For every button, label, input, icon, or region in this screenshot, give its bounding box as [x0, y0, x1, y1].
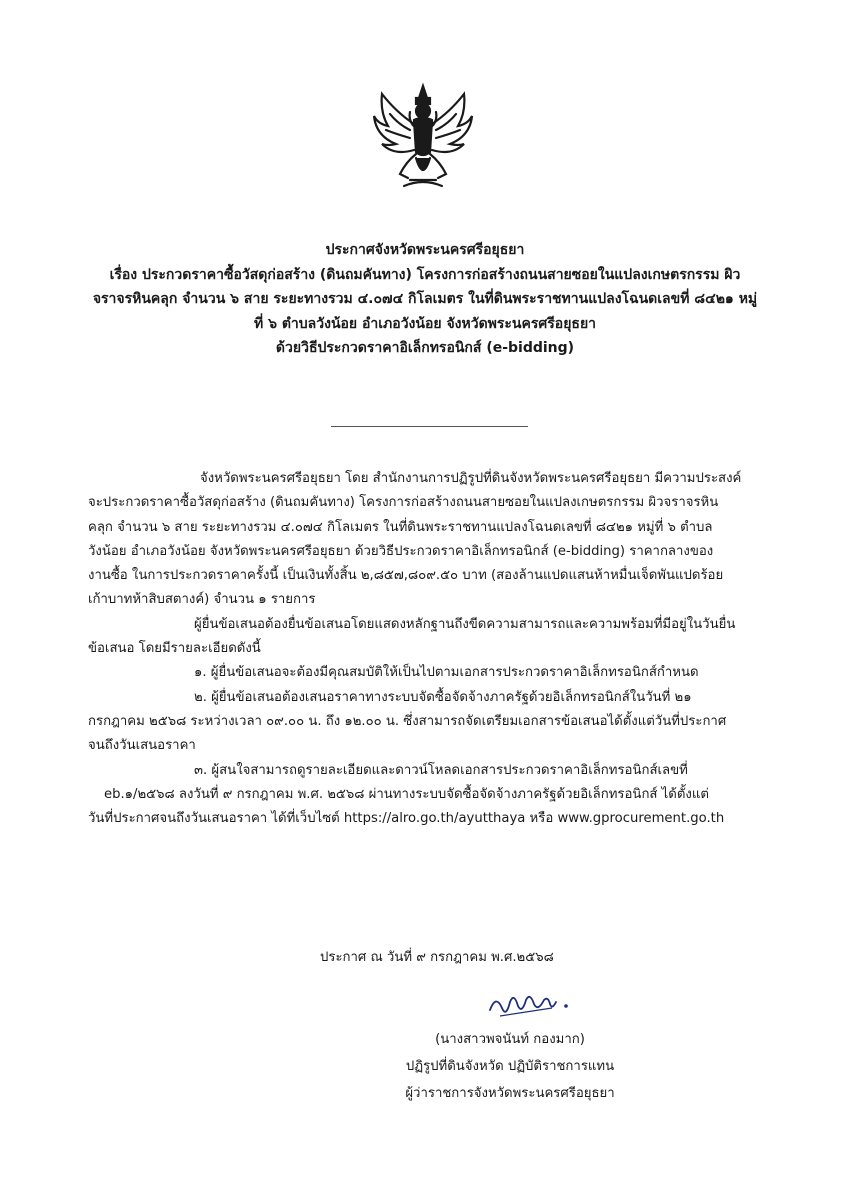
- list-item: ๓. ผู้สนใจสามารถดูรายละเอียดและดาวน์โหลดเอกสารประกวดราคาอิเล็กทรอนิกส์เลขที่: [194, 762, 688, 778]
- list-item-line: วันที่ประกาศจนถึงวันเสนอราคา ได้ที่เว็บไซต์ https://alro.go.th/ayutthaya หรือ www.gprocurement.go.th: [88, 811, 725, 827]
- paragraph-line: จะประกวดราคาซื้อวัสดุก่อสร้าง (ดินถมคันทาง) โครงการก่อสร้างถนนสายซอยในแปลงเกษตรกรรม ผิวจราจรหิน: [88, 495, 719, 511]
- announcement-date: ประกาศ ณ วันที่ ๙ กรกฎาคม พ.ศ.๒๕๖๘: [320, 950, 554, 965]
- list-item-line: กรกฎาคม ๒๕๖๘ ระหว่างเวลา ๐๙.๐๐ น. ถึง ๑๒.๐๐ น. ซึ่งสามารถจัดเตรียมเอกสารข้อเสนอได้ตั้งแต่วันที่ประกาศ: [88, 713, 727, 729]
- handwritten-signature: [486, 988, 576, 1022]
- signer-position: ปฏิรูปที่ดินจังหวัด ปฏิบัติราชการแทน: [405, 1059, 615, 1074]
- title-divider: [331, 426, 528, 427]
- paragraph-line: เก้าบาทห้าสิบสตางค์) จำนวน ๑ รายการ: [88, 592, 316, 608]
- paragraph-line: คลุก จำนวน ๖ สาย ระยะทางรวม ๔.๐๗๔ กิโลเมตร ในที่ดินพระราชทานแปลงโฉนดเลขที่ ๘๔๒๑ หมู่ที่ ๖ ตำบล: [88, 519, 713, 535]
- garuda-emblem-icon: [370, 82, 476, 192]
- list-item-line: eb.๑/๒๕๖๘ ลงวันที่ ๙ กรกฎาคม พ.ศ. ๒๕๖๘ ผ่านทางระบบจัดซื้อจัดจ้างภาครัฐด้วยอิเล็กทรอนิกส์ ได้ตั้งแต่: [104, 786, 709, 802]
- list-item: ๑. ผู้ยื่นข้อเสนอจะต้องมีคุณสมบัติให้เป็นไปตามเอกสารประกวดราคาอิเล็กทรอนิกส์กำหนด: [194, 665, 699, 681]
- signer-block: [360, 1026, 660, 1107]
- title-line: ประกาศจังหวัดพระนครศรีอยุธยา: [325, 242, 525, 258]
- title-line: จราจรหินคลุก จำนวน ๖ สาย ระยะทางรวม ๔.๐๗๔ กิโลเมตร ในที่ดินพระราชทานแปลงโฉนดเลขที่ ๘๔๒๑ หมู่: [92, 291, 758, 307]
- paragraph-line: ผู้ยื่นข้อเสนอต้องยื่นข้อเสนอโดยแสดงหลักฐานถึงขีดความสามารถและความพร้อมที่มีอยู่ในวันยื่น: [194, 616, 736, 632]
- list-item: ๒. ผู้ยื่นข้อเสนอต้องเสนอราคาทางระบบจัดซื้อจัดจ้างภาครัฐด้วยอิเล็กทรอนิกส์ในวันที่ ๒๑: [194, 689, 692, 705]
- announcement-title: [90, 238, 760, 361]
- signer-role: ผู้ว่าราชการจังหวัดพระนครศรีอยุธยา: [405, 1086, 615, 1101]
- title-line: ที่ ๖ ตำบลวังน้อย อำเภอวังน้อย จังหวัดพระนครศรีอยุธยา: [253, 315, 597, 332]
- list-item-line: จนถึงวันเสนอราคา: [88, 738, 196, 754]
- announcement-body: [88, 467, 758, 831]
- title-line: เรื่อง ประกวดราคาซื้อวัสดุก่อสร้าง (ดินถมคันทาง) โครงการก่อสร้างถนนสายซอยในแปลงเกษตรกรรม ผิว: [109, 266, 741, 283]
- title-line: ด้วยวิธีประกวดราคาอิเล็กทรอนิกส์ (e-bidding): [275, 340, 575, 356]
- paragraph-line: งานซื้อ ในการประกวดราคาครั้งนี้ เป็นเงินทั้งสิ้น ๒,๘๕๗,๘๐๙.๕๐ บาท (สองล้านแปดแสนห้าหมื่นเจ็ดพันแปดร้อย: [88, 568, 724, 584]
- paragraph-line: จังหวัดพระนครศรีอยุธยา โดย สำนักงานการปฏิรูปที่ดินจังหวัดพระนครศรีอยุธยา มีความประสงค์: [200, 471, 742, 486]
- paragraph-line: ข้อเสนอ โดยมีรายละเอียดดังนี้: [88, 641, 261, 657]
- paragraph-line: วังน้อย อำเภอวังน้อย จังหวัดพระนครศรีอยุธยา ด้วยวิธีประกวดราคาอิเล็กทรอนิกส์ (e-bidding) ราคากลางของ: [88, 543, 714, 559]
- signer-name: (นางสาวพจนันท์ กองมาก): [435, 1032, 585, 1047]
